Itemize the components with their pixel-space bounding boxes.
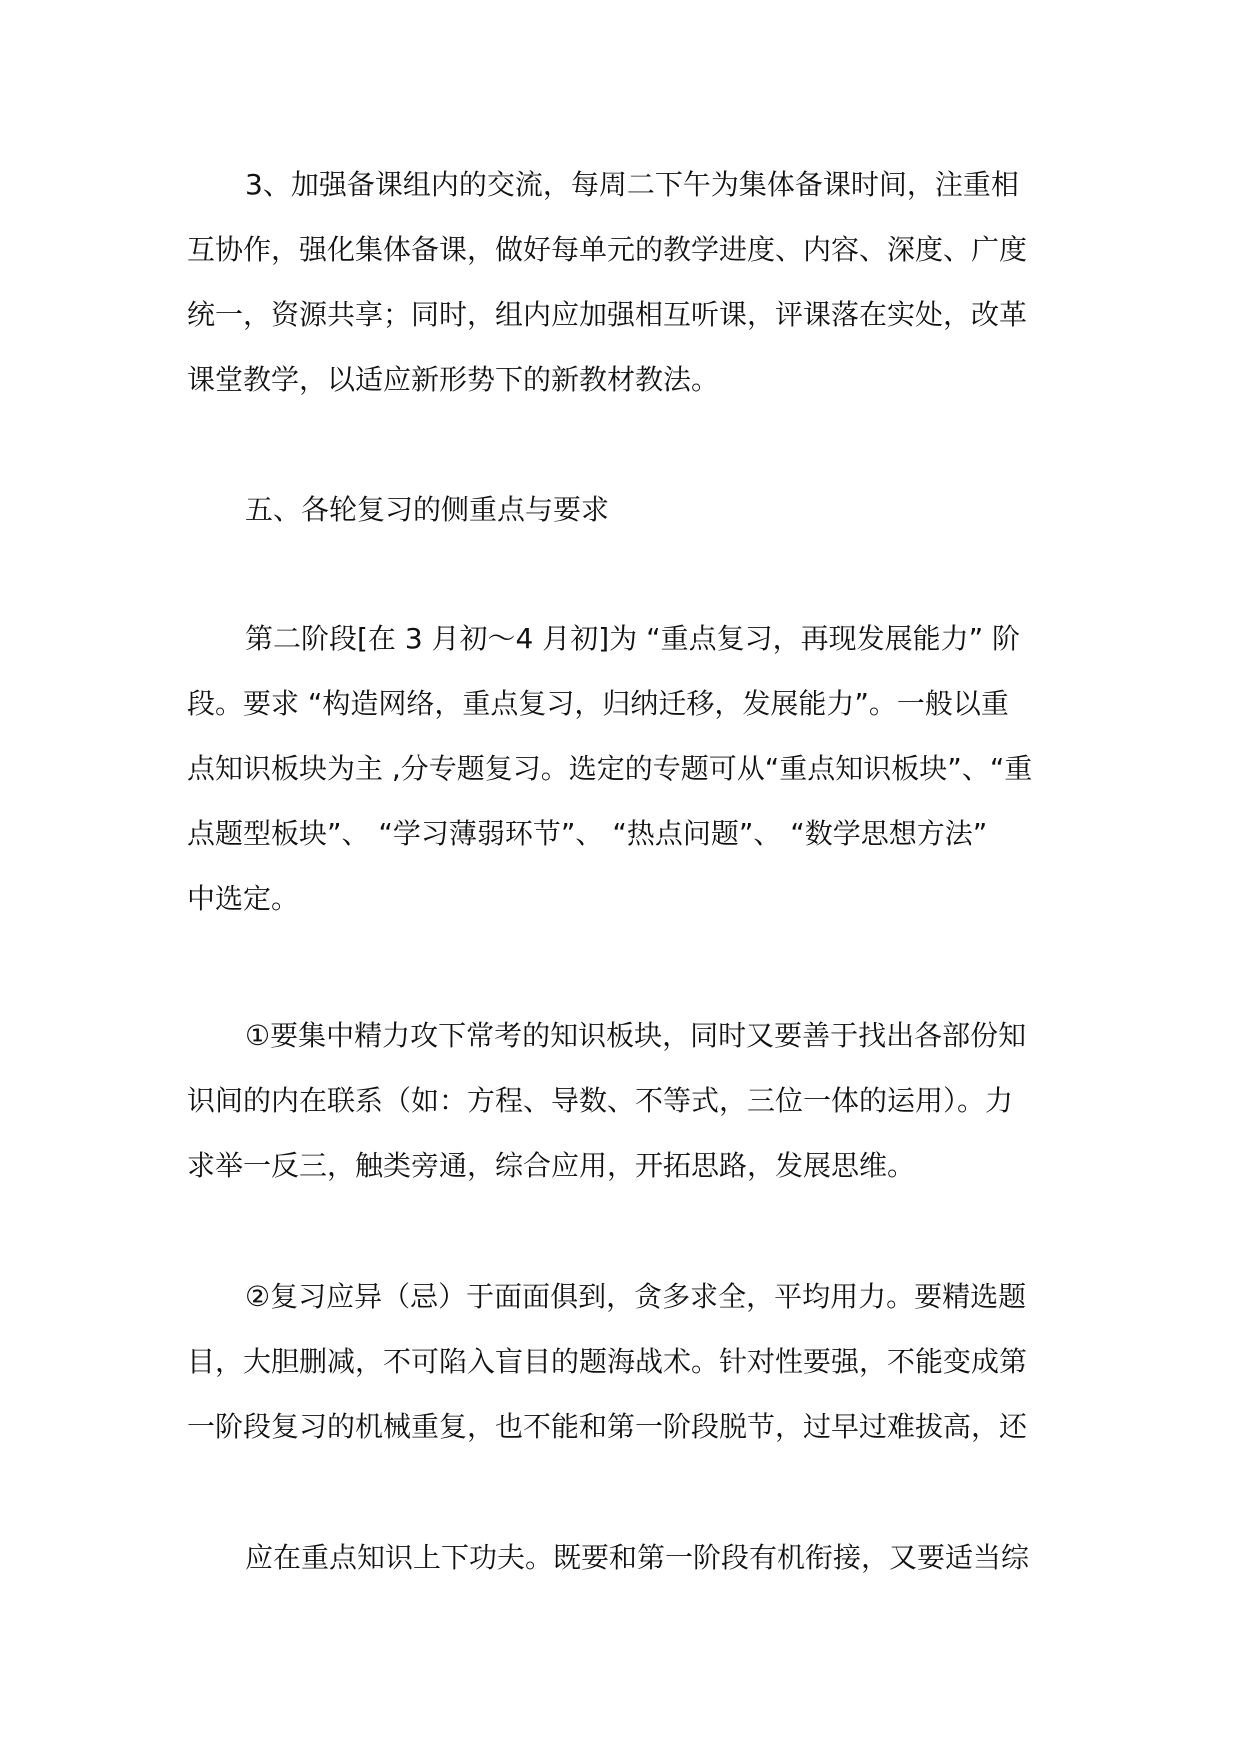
text-line: 应在重点知识上下功夫。既要和第一阶段有机衔接，又要适当综 [245,1541,1030,1574]
paragraph-continuation [187,1525,1057,1590]
text-line: 识间的内在联系（如：方程、导数、不等式，三位一体的运用）。力 [187,1084,1014,1117]
heading-text: 五、各轮复习的侧重点与要求 [245,493,610,526]
text-line: 目，大胆删减，不可陷入盲目的题海战术。针对性要强，不能变成第 [187,1345,1028,1378]
section-heading [187,477,1057,542]
text-line: 中选定。 [187,882,300,915]
text-line: 一阶段复习的机械重复，也不能和第一阶段脱节，过早过难拔高，还 [187,1410,1028,1443]
paragraph-point-one [187,1003,1057,1198]
text-line: 第二阶段[在 3 月初～4 月初]为 “重点复习，再现发展能力” 阶 [245,622,1020,655]
text-line: 点知识板块为主 ,分专题复习。选定的专题可从“重点知识板块”、“重 [187,752,1033,785]
text-line: 点题型板块”、 “学习薄弱环节”、 “热点问题”、 “数学思想方法” [187,817,988,850]
text-line: ①要集中精力攻下常考的知识板块，同时又要善于找出各部份知 [245,1019,1027,1052]
text-line: ②复习应异（忌）于面面俱到，贪多求全，平均用力。要精选题 [245,1280,1027,1313]
text-line: 课堂教学，以适应新形势下的新教材教法。 [187,363,720,396]
paragraph-point-two [187,1264,1057,1459]
text-line: 统一，资源共享；同时，组内应加强相互听课，评课落在实处，改革 [187,298,1028,331]
text-line: 3、加强备课组内的交流，每周二下午为集体备课时间，注重相 [245,168,1019,201]
text-line: 段。要求 “构造网络，重点复习，归纳迁移，发展能力”。一般以重 [187,687,1009,720]
text-line: 求举一反三，触类旁通，综合应用，开拓思路，发展思维。 [187,1149,916,1182]
paragraph-lesson-prep [187,152,1057,412]
text-line: 互协作，强化集体备课，做好每单元的教学进度、内容、深度、广度 [187,233,1028,266]
paragraph-second-stage [187,606,1057,931]
